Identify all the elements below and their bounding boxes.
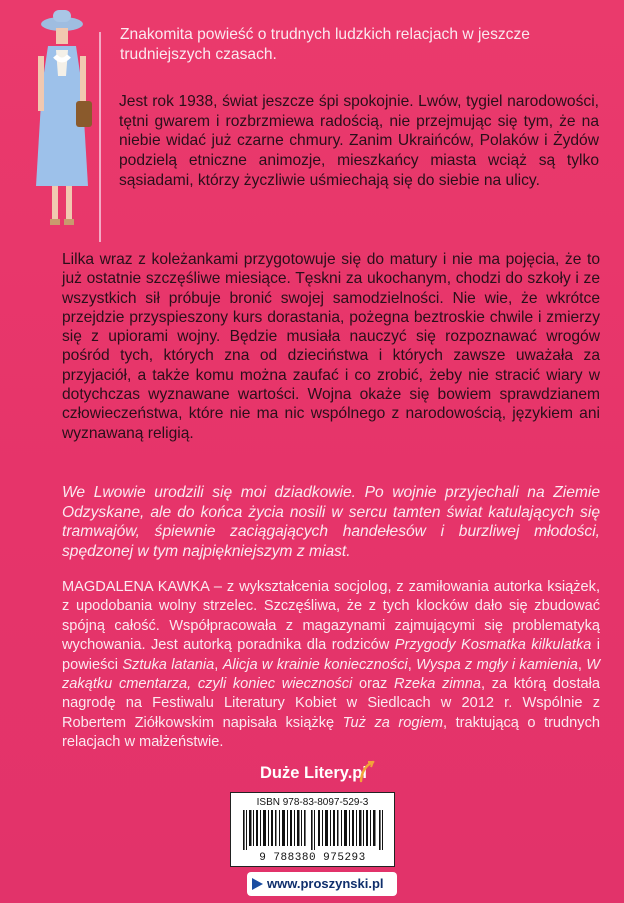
bio-title: W zakątku cmentarza, czyli koniec wieczności (62, 656, 601, 693)
bio-text: , (577, 656, 587, 673)
bio-text: i powieści (62, 637, 600, 673)
bio-title: Przygody Kosmatka kilkulatka (394, 637, 592, 654)
publisher-logo (260, 764, 400, 788)
publisher-logo-name: Duże Litery (260, 764, 348, 782)
bio-title: Tuż za rogiem (342, 714, 443, 731)
bio-text: , (407, 656, 417, 673)
logo-swoosh-icon (358, 759, 376, 785)
bio-text: oraz (352, 676, 395, 693)
author-bio (62, 578, 600, 753)
decorative-divider (99, 32, 101, 242)
arrow-right-icon (252, 878, 263, 890)
barcode-digits: 9 788380 975293 (259, 852, 366, 864)
publisher-logo-suffix: .pl (347, 764, 367, 782)
author-quote: We Lwowie urodzili się moi dziadkowie. Po wojnie przyjechali na Ziemie Odzyskane, ale do końca życia nosili w sercu tamten świat katulających się tramwajów, śpiewnie zaciągających handełesów i burzliwej młodości, spędzonej w tym najpiękniejszym z miast. (62, 484, 600, 560)
intro-tagline: Znakomita powieść o trudnych ludzkich relacjach w jeszcze trudniejszych czasach. (120, 26, 530, 63)
bio-text: , traktującą o trudnych relacjach w małżeństwie. (62, 714, 600, 751)
description-paragraph-1: Jest rok 1938, świat jeszcze śpi spokojnie. Lwów, tygiel narodowości, tętni gwarem i rozbrzmiewa radością, nie przejmując się tym, że na niebie widać już czarne chmury. Zanim Ukraińców, Polaków i Żydów podzielą etniczne animozje, mieszkańcy miasta wciąż są tylko sąsiadami, którzy życzliwie uśmiechają się do siebie na ulicy. (119, 93, 599, 189)
bio-title: Rzeka zimna (394, 676, 481, 693)
bio-text: , (214, 656, 223, 673)
isbn-label: ISBN 978-83-8097-529-3 (256, 797, 369, 808)
description-paragraph-2: Lilka wraz z koleżankami przygotowuje się do matury i nie ma pojęcia, że to już ostatnie szczęśliwe miesiące. Tęskni za ukochanym, chodzi do szkoły i ze wszystkich sił próbuje bronić swojej samodzielności. Nie wie, że wkrótce przejdzie przyspieszony kurs dorastania, pożegna beztroskie chwile i zmierzy się z upiorami wojny. Będzie musiała nauczyć się rozpoznawać wrogów pośród tych, których zna od dzieciństwa i których zawsze uważała za przyjaciół, a także komu można zaufać i co zrobić, żeby nie stracić wiary w dotychczas wyznawane wartości. Wojna okaże się bowiem sprawdzianem człowieczeństwa, które nie ma nic wspólnego z narodowością, językiem ani wyznawaną religią. (62, 251, 600, 442)
website-url: www.proszynski.pl (267, 876, 384, 891)
publisher-website-link[interactable] (247, 872, 397, 896)
woman-figure-illustration (16, 6, 108, 231)
bio-title: Alicja w krainie konieczności (222, 656, 408, 673)
isbn-barcode (230, 792, 395, 867)
bio-text: , za którą dostała nagrodę na Festiwalu Literatury Kobiet w Siedlcach w 2012 r. Wspólnie z Robertem Ziółkowskim napisała książkę (62, 676, 600, 731)
bio-text: MAGDALENA KAWKA – z wykształcenia socjolog, z zamiłowania autorka książek, z upodobania wolny strzelec. Szczęśliwa, że z tych klocków dało się zbudować spójną całość. Współpracowała z magazynami zajmującymi się problematyką wychowania. Jest autorką poradnika dla rodziców (62, 579, 600, 654)
barcode-bars (241, 810, 386, 850)
bio-title: Sztuka latania (122, 656, 215, 673)
bio-title: Wyspa z mgły i kamienia (416, 656, 578, 673)
